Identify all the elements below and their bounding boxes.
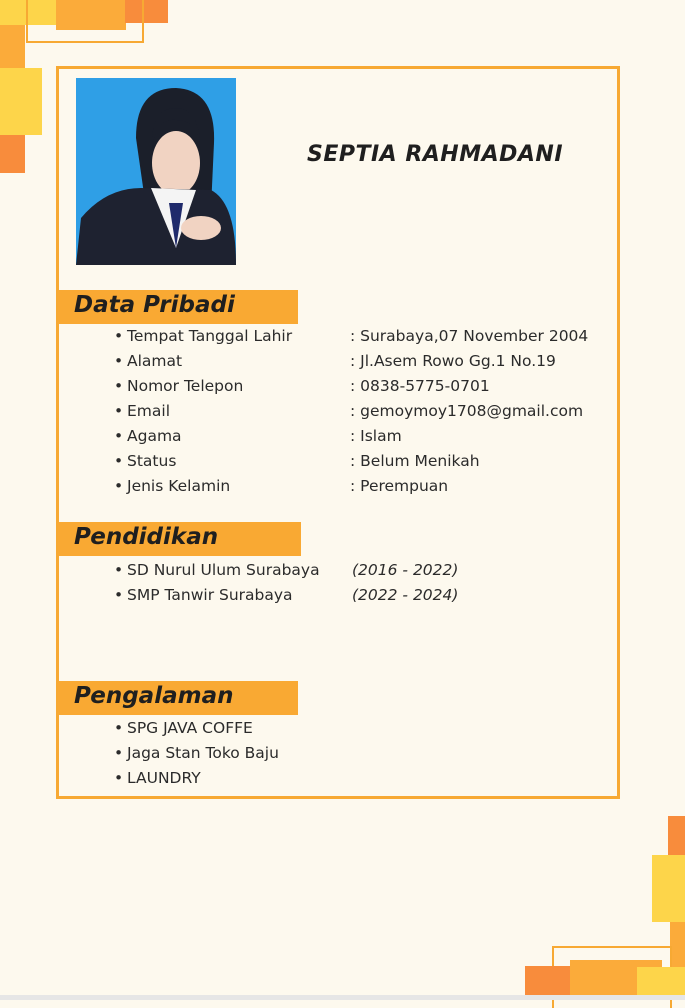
education-years: (2022 - 2024): [352, 586, 459, 604]
item-text: Tempat Tanggal Lahir: [127, 327, 293, 345]
bottom-strip: [0, 995, 685, 1000]
bullet-icon: •: [114, 452, 124, 470]
bullet-icon: •: [114, 427, 124, 445]
item-text: Jenis Kelamin: [127, 477, 231, 495]
education-school: [114, 586, 293, 604]
section-title: Pengalaman: [74, 683, 234, 709]
bullet-icon: •: [114, 769, 124, 787]
item-text: Alamat: [127, 352, 183, 370]
personal-value: : Islam: [350, 427, 402, 445]
bullet-icon: •: [114, 561, 124, 579]
experience-item: [114, 744, 279, 762]
personal-label: [114, 377, 243, 395]
personal-value: : Perempuan: [350, 477, 449, 495]
personal-label: [114, 427, 182, 445]
bullet-icon: •: [114, 327, 124, 345]
personal-value: : Jl.Asem Rowo Gg.1 No.19: [350, 352, 556, 370]
item-text: LAUNDRY: [127, 769, 201, 787]
bullet-icon: •: [114, 352, 124, 370]
education-school: [114, 561, 320, 579]
section-header-education: [58, 522, 301, 556]
personal-label: [114, 352, 182, 370]
bullet-icon: •: [114, 586, 124, 604]
personal-label: [114, 327, 292, 345]
item-text: Email: [127, 402, 171, 420]
personal-label: [114, 452, 176, 470]
section-header-personal: [58, 290, 298, 324]
item-text: Agama: [127, 427, 182, 445]
education-years: (2016 - 2022): [352, 561, 459, 579]
section-title: Pendidikan: [74, 524, 219, 550]
profile-photo: [76, 78, 236, 265]
personal-value: : Belum Menikah: [350, 452, 480, 470]
experience-item: [114, 769, 201, 787]
item-text: SPG JAVA COFFE: [127, 719, 253, 737]
candidate-name: SEPTIA RAHMADANI: [306, 142, 564, 167]
bullet-icon: •: [114, 377, 124, 395]
personal-label: [114, 402, 170, 420]
item-text: Nomor Telepon: [127, 377, 244, 395]
personal-value: : Surabaya,07 November 2004: [350, 327, 589, 345]
item-text: Status: [127, 452, 177, 470]
bullet-icon: •: [114, 402, 124, 420]
bullet-icon: •: [114, 719, 124, 737]
experience-item: [114, 719, 253, 737]
item-text: Jaga Stan Toko Baju: [127, 744, 279, 762]
person-icon: [76, 78, 236, 265]
personal-label: [114, 477, 230, 495]
personal-value: : gemoymoy1708@gmail.com: [350, 402, 584, 420]
item-text: SMP Tanwir Surabaya: [127, 586, 293, 604]
section-header-experience: [58, 681, 298, 715]
bullet-icon: •: [114, 744, 124, 762]
personal-value: : 0838-5775-0701: [350, 377, 490, 395]
item-text: SD Nurul Ulum Surabaya: [127, 561, 320, 579]
bullet-icon: •: [114, 477, 124, 495]
section-title: Data Pribadi: [74, 292, 235, 318]
